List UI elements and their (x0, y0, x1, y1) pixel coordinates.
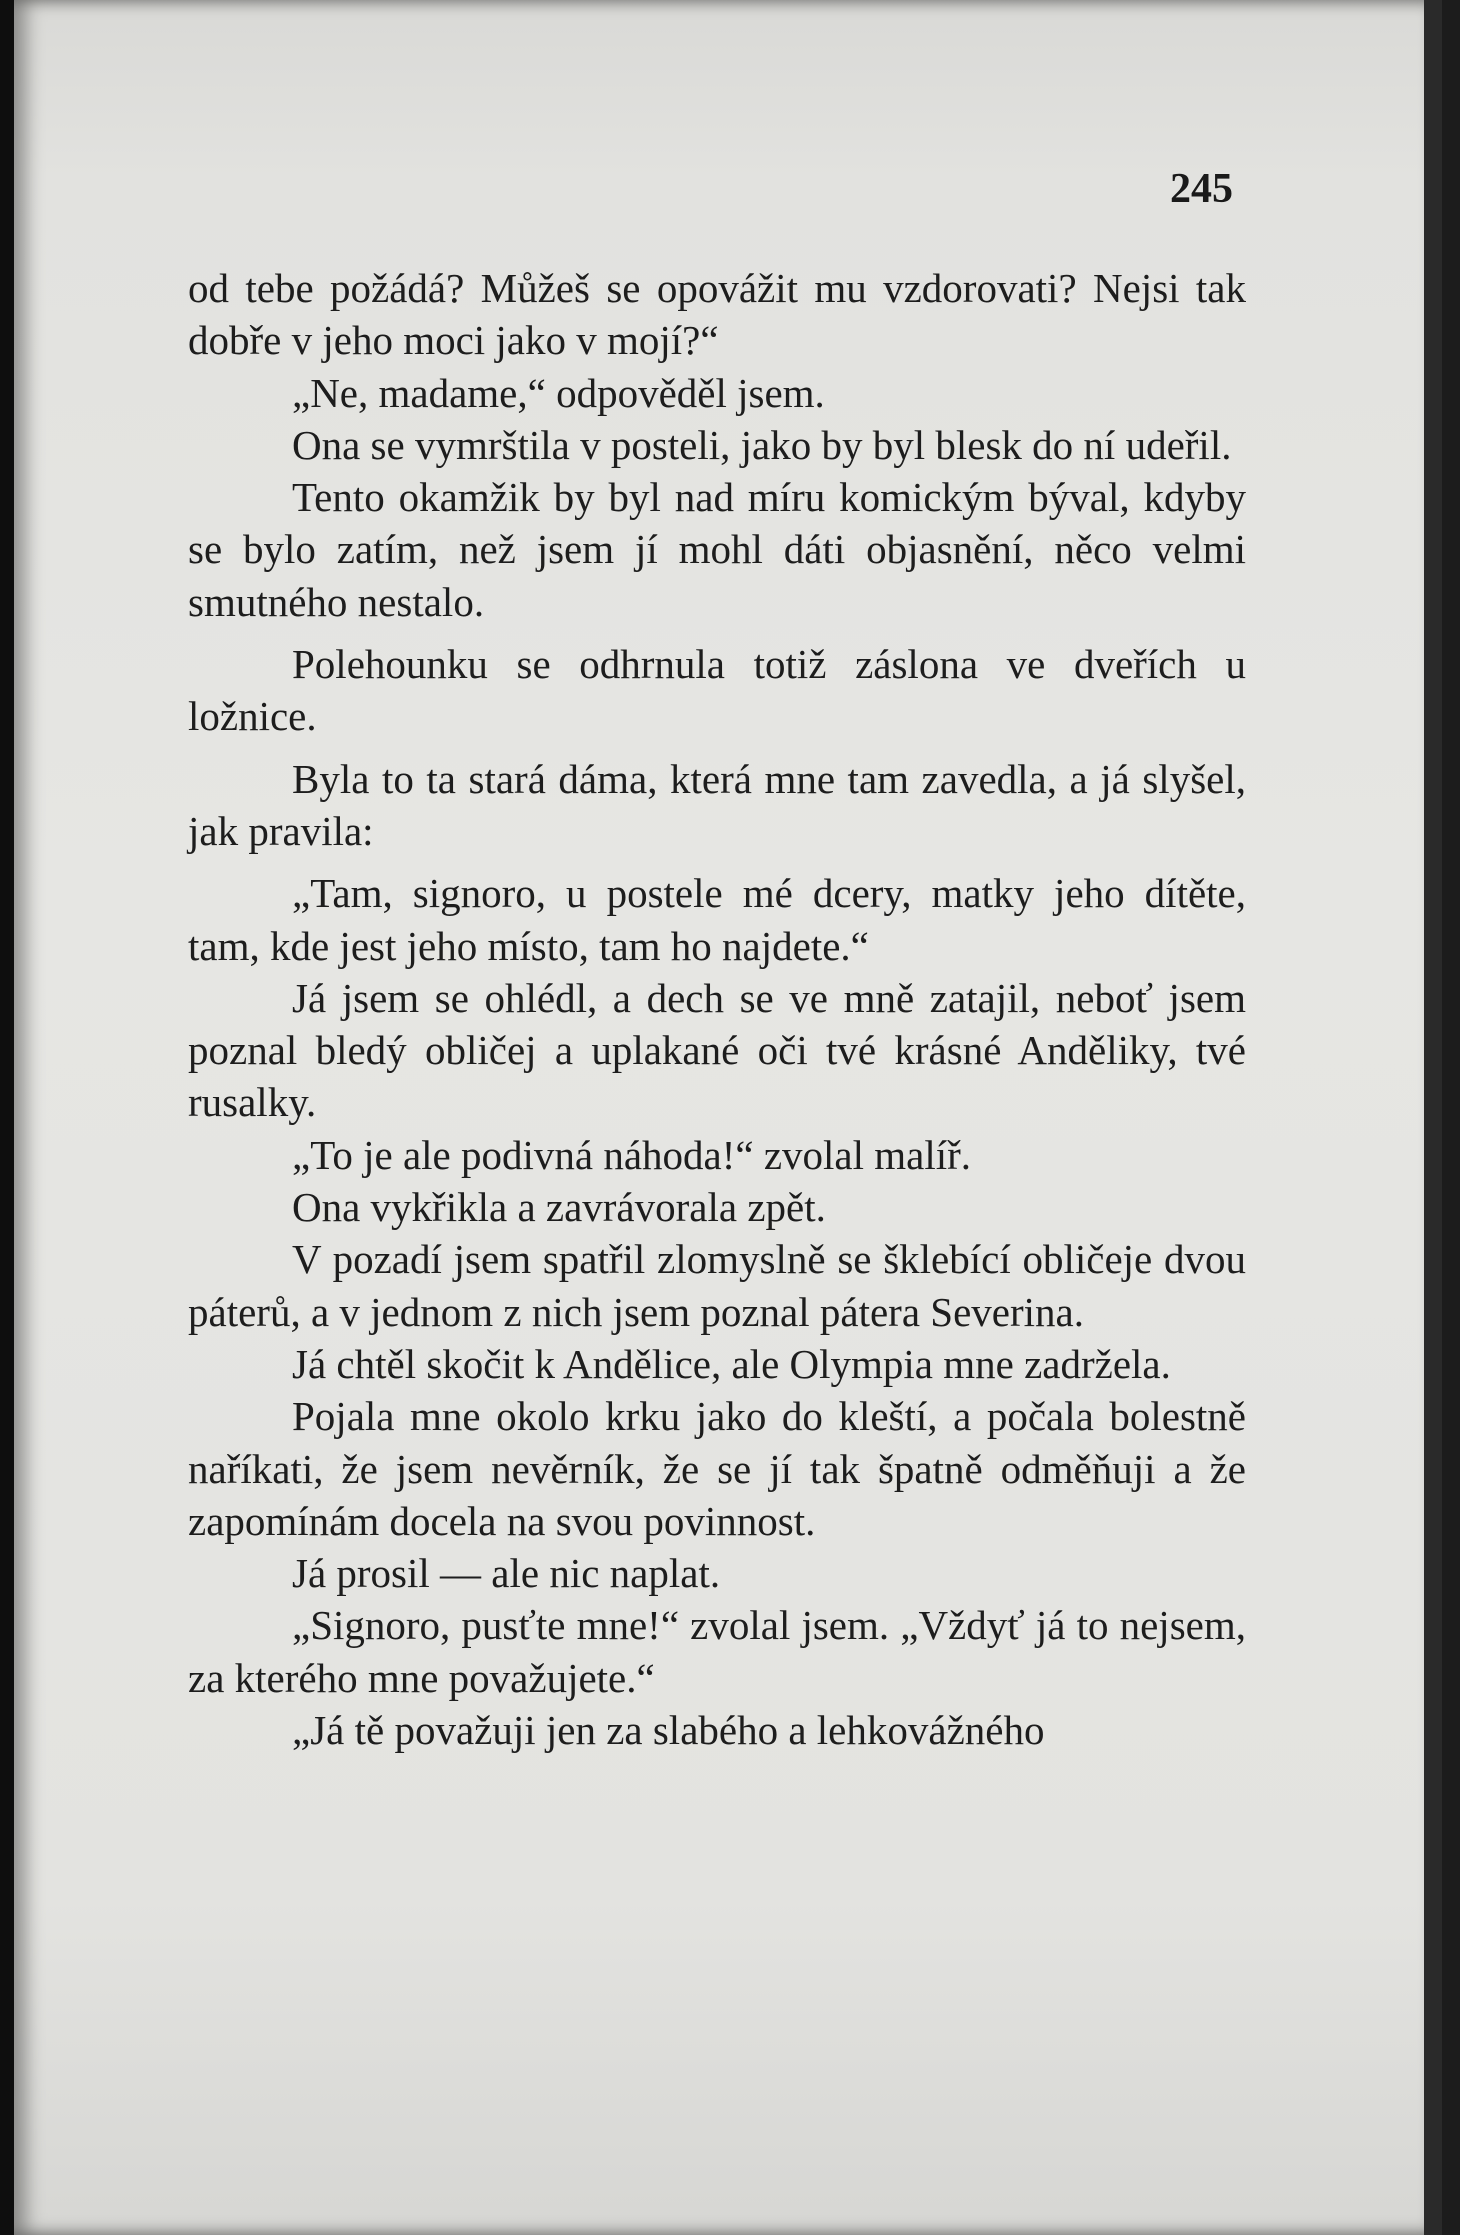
paragraph: Ona vykřikla a zavrávorala zpět. (292, 1184, 826, 1231)
book-gutter (0, 0, 14, 2235)
paragraph: Byla to ta stará dáma, která mne tam zavedla, a já slyšel, jak pravila: (188, 755, 1246, 854)
paragraph: Já chtěl skočit k Andělice, ale Olympia mne zadržela. (292, 1340, 1171, 1387)
paragraph: Ona se vymrštila v posteli, jako by byl blesk do ní udeřil. (292, 421, 1232, 468)
paragraph: Já jsem se ohlédl, a dech se ve mně zatajil, neboť jsem poznal bledý obličej a uplakané oči tvé krásné Anděliky, tvé rusalky. (188, 974, 1246, 1126)
paragraph: „Já tě považuji jen za slabého a lehkovážného (292, 1707, 1045, 1754)
paragraph: Tento okamžik by byl nad míru komickým býval, kdyby se bylo zatím, než jsem jí mohl dáti objasnění, něco velmi smutného nestalo. (188, 474, 1246, 625)
paragraph: Pojala mne okolo krku jako do kleští, a počala bolestně naříkati, že jsem nevěrník, že se jí tak špatně odměňuji a že zapomínám docela na svou povinnost. (188, 1393, 1246, 1544)
page-number: 245 (1170, 166, 1233, 212)
paragraph: V pozadí jsem spatřil zlomyslně se šklebící obličeje dvou páterů, a v jednom z nich jsem poznal pátera Severina. (188, 1236, 1246, 1335)
paragraph: od tebe požádá? Můžeš se opovážit mu vzdorovati? Nejsi tak dobře v jeho moci jako v mojí?“ (188, 265, 1246, 364)
paragraph: Já prosil — ale nic naplat. (292, 1550, 721, 1597)
paragraph: „Ne, madame,“ odpověděl jsem. (292, 369, 825, 416)
page-edge-shadow (1424, 0, 1442, 2235)
paragraph: „Tam, signoro, u postele mé dcery, matky jeho dítěte, tam, kde jest jeho místo, tam ho najdete.“ (188, 870, 1246, 969)
paragraph: Polehounku se odhrnula totiž záslona ve dveřích u ložnice. (188, 641, 1246, 740)
paragraph: „Signoro, pusťte mne!“ zvolal jsem. „Vždyť já to nejsem, za kterého mne považujete.“ (188, 1602, 1246, 1701)
body-text (188, 262, 1246, 1756)
paragraph: „To je ale podivná náhoda!“ zvolal malíř. (292, 1131, 972, 1178)
